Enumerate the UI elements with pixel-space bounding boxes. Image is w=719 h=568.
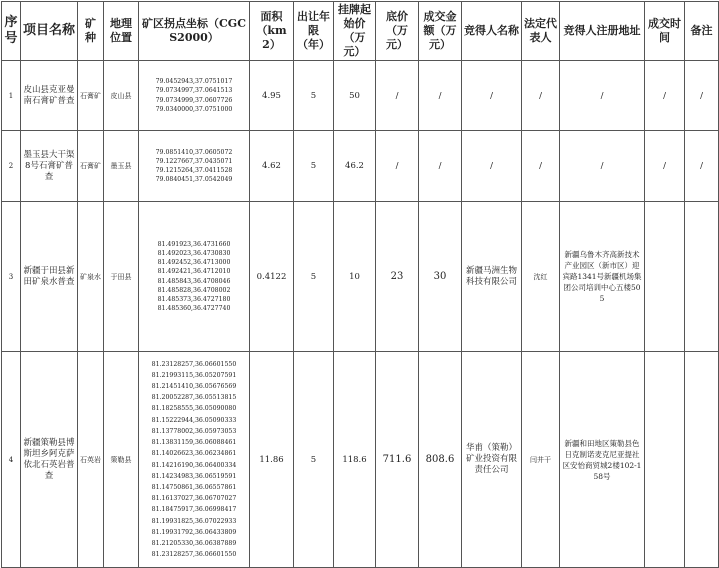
cell-deal-time: / <box>645 131 685 202</box>
header-term: 出让年限（年） <box>294 2 334 61</box>
table-row <box>2 352 719 568</box>
coord-line: 81.492421,36.4712010 <box>157 268 231 276</box>
cell-note: / <box>685 131 719 202</box>
cell-deal-time <box>645 352 685 568</box>
cell-name: 新疆于田县新田矿泉水普查 <box>21 202 78 352</box>
coord-line: 79.0452943,37.0751017 <box>155 78 233 86</box>
header-mineral: 矿种 <box>78 2 104 61</box>
cell-address: 新疆乌鲁木齐高新技术产业园区（新市区）迎宾路1341号新疆机场集团公司培训中心五楼505 <box>560 202 645 352</box>
coord-line: 81.21993115,36.05207591 <box>151 371 237 379</box>
coord-line: 79.0734997,37.0641513 <box>155 87 233 95</box>
cell-address: / <box>560 61 645 131</box>
coord-line: 81.20052287,36.05513815 <box>151 394 237 402</box>
header-legal-rep: 法定代表人 <box>522 2 560 61</box>
cell-coords <box>139 61 250 131</box>
cell-mineral: 石膏矿 <box>78 131 104 202</box>
cell-location: 皮山县 <box>104 61 139 131</box>
cell-term: 5 <box>294 131 334 202</box>
cell-deal-price: 808.6 <box>419 352 462 568</box>
header-deal-time: 成交时间 <box>645 2 685 61</box>
cell-legal-rep: 闫井干 <box>522 352 560 568</box>
coord-line: 81.492023,36.4730830 <box>157 249 231 257</box>
coord-line: 81.485843,36.4708046 <box>157 277 231 285</box>
coord-line: 81.23128257,36.06601550 <box>151 360 237 368</box>
header-location: 地理位置 <box>104 2 139 61</box>
cell-legal-rep: / <box>522 61 560 131</box>
cell-address: / <box>560 131 645 202</box>
cell-deal-price: 30 <box>419 202 462 352</box>
cell-term: 5 <box>294 352 334 568</box>
coord-line: 79.0734999,37.0607726 <box>155 96 233 104</box>
coord-line: 81.14216190,36.06400334 <box>151 461 237 469</box>
cell-term: 5 <box>294 202 334 352</box>
cell-winner: 华甫（策勒）矿业投资有限责任公司 <box>462 352 522 568</box>
cell-mineral: 石膏矿 <box>78 61 104 131</box>
coord-line: 81.485828,36.4708002 <box>157 286 231 294</box>
cell-base-price: 23 <box>376 202 419 352</box>
cell-area: 11.86 <box>250 352 294 568</box>
coord-line: 81.21205330,36.06387889 <box>151 539 237 547</box>
header-row <box>2 2 719 61</box>
cell-area: 4.62 <box>250 131 294 202</box>
coord-line: 81.15222944,36.05090333 <box>151 416 237 424</box>
coord-line: 81.16137027,36.06707027 <box>151 495 237 503</box>
cell-deal-time <box>645 202 685 352</box>
coord-line: 81.492452,36.4713000 <box>157 259 231 267</box>
coord-line: 81.491923,36.4731660 <box>157 240 231 248</box>
coord-line: 81.485373,36.4727180 <box>157 295 231 303</box>
table-row <box>2 61 719 131</box>
coord-line: 81.14026623,36.06234861 <box>151 450 237 458</box>
cell-deal-time: / <box>645 61 685 131</box>
header-area: 面积（km2） <box>250 2 294 61</box>
header-winner: 竞得人名称 <box>462 2 522 61</box>
cell-address: 新疆和田地区策勒县色日克制诺麦克尼亚提社区安怡商贸城2楼102-158号 <box>560 352 645 568</box>
coord-line: 81.14750861,36.06557861 <box>151 483 237 491</box>
cell-name: 新疆策勒县博斯坦乡阿克萨依北石英岩普查 <box>21 352 78 568</box>
header-deal-price: 成交金额（万元） <box>419 2 462 61</box>
cell-mineral: 石英岩 <box>78 352 104 568</box>
table-row <box>2 131 719 202</box>
coord-line: 79.1215264,37.0411528 <box>155 167 233 174</box>
coord-line: 79.1227667,37.0435071 <box>155 157 233 165</box>
coord-line: 81.21451410,36.05676569 <box>151 383 237 391</box>
coord-line: 81.19931825,36.07022933 <box>151 517 237 525</box>
cell-name: 墨玉县大干渠8号石膏矿普查 <box>21 131 78 202</box>
cell-base-price: / <box>376 131 419 202</box>
mining-rights-table <box>1 1 719 568</box>
coord-line: 81.19931792,36.06433809 <box>151 528 237 536</box>
coord-line: 81.18475917,36.06998417 <box>151 506 237 514</box>
coord-line: 81.13831159,36.06088461 <box>151 439 237 447</box>
cell-base-price: / <box>376 61 419 131</box>
cell-start-price: 50 <box>334 61 376 131</box>
cell-area: 0.4122 <box>250 202 294 352</box>
coord-line: 81.18258555,36.05090080 <box>151 405 237 413</box>
cell-base-price: 711.6 <box>376 352 419 568</box>
cell-location: 于田县 <box>104 202 139 352</box>
cell-coords <box>139 352 250 568</box>
coord-line: 79.0851410,37.0605072 <box>155 148 233 156</box>
header-base-price: 底价（万元） <box>376 2 419 61</box>
coord-line: 79.0840451,37.0542049 <box>155 176 233 184</box>
cell-area: 4.95 <box>250 61 294 131</box>
cell-start-price: 10 <box>334 202 376 352</box>
cell-winner: / <box>462 131 522 202</box>
cell-term: 5 <box>294 61 334 131</box>
header-start-price: 挂牌起始价（万元） <box>334 2 376 61</box>
cell-location: 策勒县 <box>104 352 139 568</box>
cell-coords <box>139 131 250 202</box>
coord-line: 81.13778002,36.05973053 <box>151 427 237 435</box>
coord-line: 81.485360,36.4727740 <box>157 305 231 313</box>
cell-legal-rep: 沈红 <box>522 202 560 352</box>
cell-winner: / <box>462 61 522 131</box>
cell-start-price: 46.2 <box>334 131 376 202</box>
coord-line: 81.23128257,36.06601550 <box>151 551 237 559</box>
coord-line: 79.0340000,37.0751000 <box>155 105 233 113</box>
cell-deal-price: / <box>419 131 462 202</box>
cell-mineral: 矿泉水 <box>78 202 104 352</box>
cell-index: 1 <box>2 61 21 131</box>
cell-note: / <box>685 61 719 131</box>
cell-note <box>685 352 719 568</box>
cell-index: 4 <box>2 352 21 568</box>
cell-note <box>685 202 719 352</box>
cell-deal-price: / <box>419 61 462 131</box>
coord-line: 81.14234983,36.06519591 <box>151 472 237 480</box>
cell-legal-rep: / <box>522 131 560 202</box>
cell-start-price: 118.6 <box>334 352 376 568</box>
header-address: 竞得人注册地址 <box>560 2 645 61</box>
header-coords: 矿区拐点坐标（CGCS2000） <box>139 2 250 61</box>
cell-winner: 新疆马洲生物科技有限公司 <box>462 202 522 352</box>
header-name: 项目名称 <box>21 2 78 61</box>
cell-name: 皮山县克亚曼南石膏矿普查 <box>21 61 78 131</box>
cell-location: 墨玉县 <box>104 131 139 202</box>
header-index: 序号 <box>2 2 21 61</box>
header-note: 备注 <box>685 2 719 61</box>
cell-index: 3 <box>2 202 21 352</box>
cell-coords <box>139 202 250 352</box>
cell-index: 2 <box>2 131 21 202</box>
table-row <box>2 202 719 352</box>
